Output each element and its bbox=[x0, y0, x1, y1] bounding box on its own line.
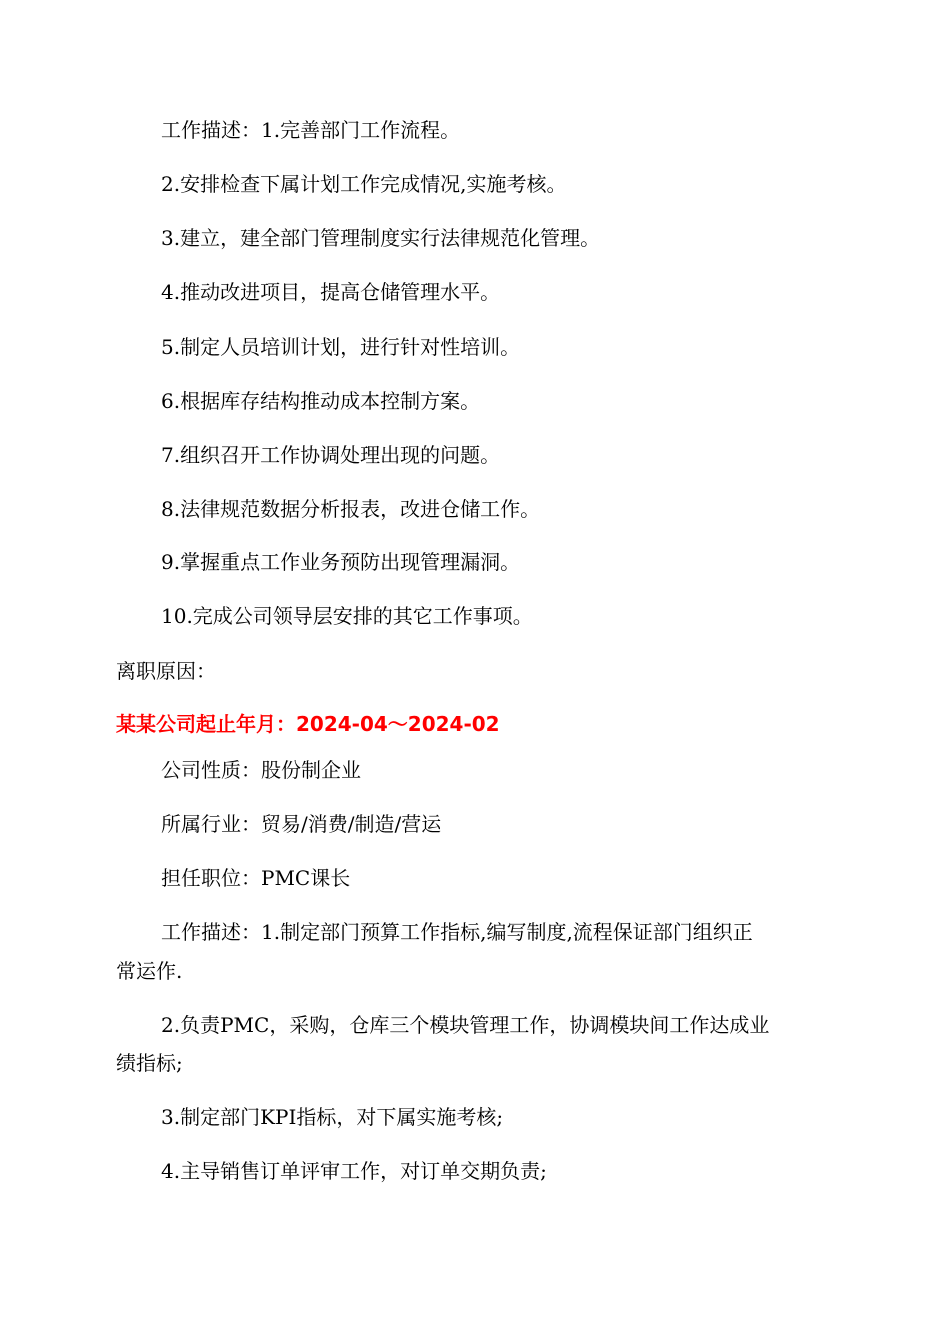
prev-duty-line-2: 2.安排检查下属计划工作完成情况,实施考核。 bbox=[161, 172, 567, 196]
leave-reason-label: 离职原因： bbox=[116, 659, 216, 683]
prev-duty-line-7: 7.组织召开工作协调处理出现的问题。 bbox=[161, 443, 501, 467]
prev-duty-line-8: 8.法律规范数据分析报表，改进仓储工作。 bbox=[161, 497, 541, 521]
company-type-line: 公司性质：股份制企业 bbox=[161, 758, 361, 782]
duty-3-line: 3.制定部门KPI指标，对下属实施考核; bbox=[161, 1105, 504, 1129]
duty-1-line-b: 常运作. bbox=[116, 959, 183, 983]
company-period-heading: 某某公司起止年月：2024-04～2024-02 bbox=[116, 712, 500, 736]
prev-duty-line-10: 10.完成公司领导层安排的其它工作事项。 bbox=[161, 604, 533, 628]
prev-duty-line-3: 3.建立，建全部门管理制度实行法律规范化管理。 bbox=[161, 226, 601, 250]
prev-duty-line-5: 5.制定人员培训计划，进行针对性培训。 bbox=[161, 335, 521, 359]
prev-duty-line-6: 6.根据库存结构推动成本控制方案。 bbox=[161, 389, 481, 413]
prev-duty-line-9: 9.掌握重点工作业务预防出现管理漏洞。 bbox=[161, 550, 521, 574]
prev-duty-line-4: 4.推动改进项目，提高仓储管理水平。 bbox=[161, 280, 501, 304]
industry-line: 所属行业：贸易/消费/制造/营运 bbox=[161, 812, 442, 836]
duty-2-line-b: 绩指标; bbox=[116, 1051, 183, 1075]
duty-2-line-a: 2.负责PMC，采购，仓库三个模块管理工作，协调模块间工作达成业 bbox=[161, 1013, 770, 1037]
position-line: 担任职位：PMC课长 bbox=[161, 866, 351, 890]
prev-duty-line-1: 工作描述：1.完善部门工作流程。 bbox=[161, 118, 461, 142]
duty-1-line-a: 工作描述：1.制定部门预算工作指标,编写制度,流程保证部门组织正 bbox=[161, 920, 753, 944]
duty-4-line: 4.主导销售订单评审工作，对订单交期负责; bbox=[161, 1159, 547, 1183]
